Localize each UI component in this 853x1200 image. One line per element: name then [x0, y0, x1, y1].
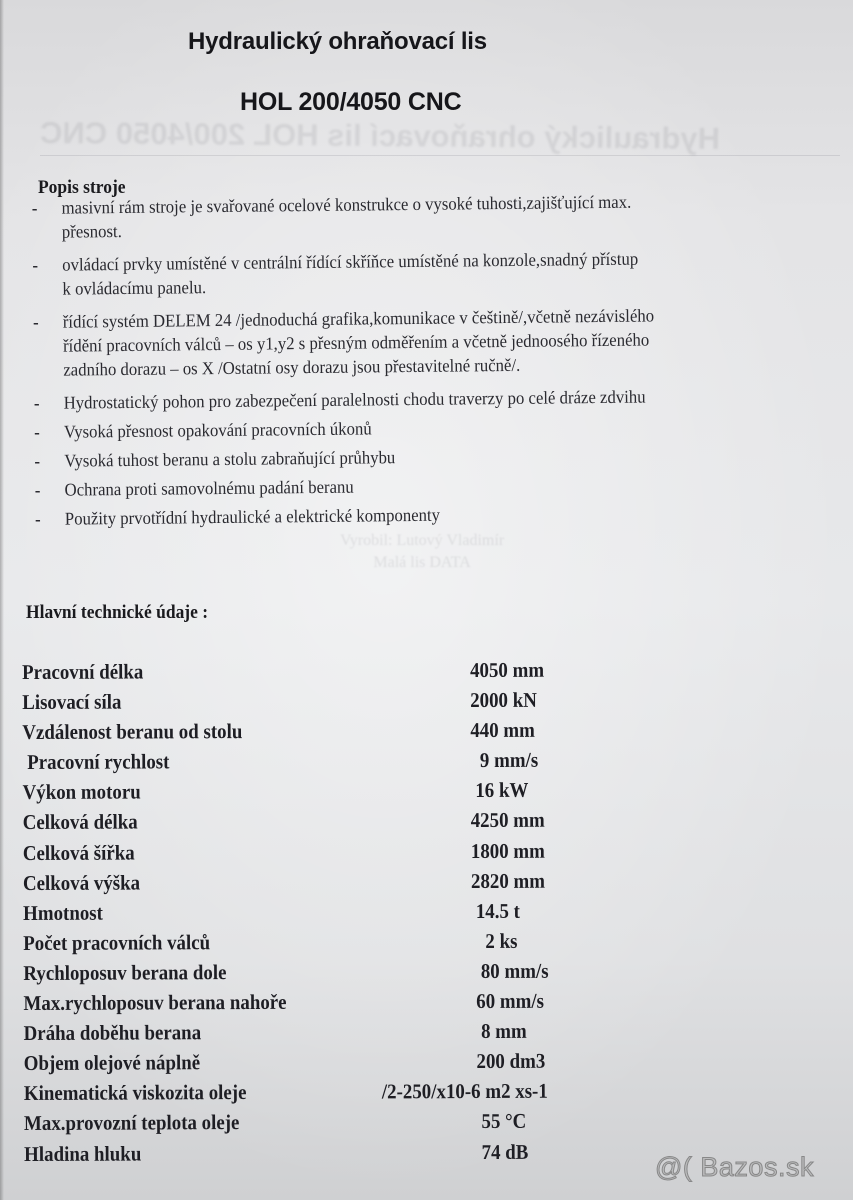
spec-label: Objem olejové náplně — [23, 1050, 201, 1076]
list-item — [30, 383, 774, 415]
list-item-line: masivní rám stroje je svařované ocelové konstrukce o vysoké tuhosti,zajišťující max. — [61, 191, 632, 218]
spec-value: 14.5 t — [471, 898, 520, 923]
bazos-watermark: @( Bazos.sk — [655, 1152, 814, 1182]
bullet-dash: - — [31, 197, 38, 218]
spec-value: 2000 kN — [470, 687, 537, 713]
bullet-dash: - — [32, 311, 39, 332]
bleed-through-rule — [40, 155, 840, 156]
list-item — [29, 245, 773, 301]
bleed-through-title: Hydraulický ohraňovací lis HOL 200/4050 CNC — [39, 115, 721, 156]
spec-value: 55 °C — [471, 1109, 527, 1134]
spec-label: Výkon motoru — [22, 779, 141, 805]
list-item — [28, 188, 772, 244]
list-item-line: Použity prvotřídní hydraulické a elektrické komponenty — [64, 504, 441, 529]
model-title: HOL 200/4050 CNC — [240, 88, 462, 116]
bullet-dash: - — [32, 254, 39, 275]
list-item-line: ovládací prvky umístěné v centrální řídící skříňce umístěné na konzole,snadný přístup — [62, 248, 639, 275]
spec-row — [23, 868, 643, 901]
spec-label: Lisovací síla — [22, 689, 122, 715]
spec-value: 60 mm/s — [471, 988, 544, 1014]
spec-label: Rychloposuv berana dole — [23, 960, 227, 985]
spec-value: 2820 mm — [470, 868, 546, 893]
spec-row — [23, 838, 643, 871]
bullet-dash: - — [34, 450, 41, 471]
spec-row — [24, 1018, 644, 1051]
list-item — [31, 470, 775, 502]
bleed-through-line: Malá lis DATA — [373, 554, 471, 571]
list-item — [31, 441, 775, 473]
spec-row — [22, 748, 642, 781]
bullet-dash: - — [33, 392, 40, 413]
list-item-line: zadního dorazu – os X /Ostatní osy dorazu jsou přestavitelné ručně/. — [63, 354, 521, 380]
spec-row — [23, 778, 643, 811]
spec-label: Pracovní délka — [22, 659, 144, 684]
spec-value: /2-250/x10-6 m2 xs-1 — [381, 1079, 548, 1104]
spec-value: 16 kW — [470, 778, 529, 803]
spec-label: Kinematická viskozita oleje — [23, 1080, 247, 1106]
list-item — [31, 499, 775, 531]
list-item-line: k ovládacímu panelu. — [62, 277, 207, 299]
bleed-through-line: Vyrobil: Lutový Vladimír — [340, 532, 505, 549]
spec-value: 74 dB — [472, 1139, 529, 1164]
description-list — [28, 188, 832, 536]
spec-value: 80 mm/s — [471, 958, 549, 983]
spec-label: Max.provozní teplota oleje — [23, 1110, 240, 1136]
spec-value: 200 dm3 — [471, 1048, 546, 1074]
list-item-line: Vysoká přesnost opakování pracovních úkonů — [63, 418, 372, 442]
spec-label: Max.rychloposuv berana nahoře — [23, 989, 287, 1016]
bullet-dash: - — [34, 421, 40, 442]
list-item-line: přesnost. — [61, 221, 122, 242]
spec-label: Hmotnost — [23, 900, 103, 925]
list-item — [29, 302, 774, 382]
spec-label: Dráha doběhu berana — [23, 1020, 202, 1046]
spec-row — [23, 898, 643, 931]
spec-value: 2 ks — [471, 928, 518, 953]
spec-row — [23, 928, 643, 961]
specifications-table — [22, 657, 644, 1171]
spec-row — [24, 1049, 644, 1082]
spec-label: Celková výška — [22, 870, 141, 895]
spec-value: 440 mm — [470, 717, 535, 743]
spec-row — [23, 808, 643, 841]
list-item-line: Ochrana proti samovolnému padání beranu — [64, 476, 354, 500]
spec-row — [24, 1139, 644, 1172]
spec-row — [24, 1109, 644, 1142]
spec-row — [23, 988, 643, 1021]
spec-row — [22, 717, 642, 750]
spec-row — [22, 657, 642, 690]
spec-label: Vzdálenost beranu od stolu — [22, 719, 243, 745]
spec-label: Hladina hluku — [24, 1140, 142, 1166]
spec-row — [22, 687, 642, 720]
page-edge-shadow — [0, 0, 4, 1200]
spec-row — [24, 1079, 644, 1112]
spec-label: Celková šířka — [22, 840, 135, 865]
list-item — [30, 412, 774, 444]
bleed-through-text — [340, 530, 504, 574]
spec-label: Celková délka — [22, 809, 138, 835]
spec-value: 4250 mm — [470, 808, 545, 833]
bullet-dash: - — [34, 508, 41, 529]
description-heading: Popis stroje — [38, 177, 126, 198]
spec-value: 8 mm — [471, 1018, 527, 1044]
spec-value: 4050 mm — [469, 657, 545, 683]
list-item-line: řídění pracovních válců – os y1,y2 s přesným odměřením a včetně jednoosého řízeného — [62, 329, 650, 356]
bullet-dash: - — [34, 479, 41, 500]
specifications-heading: Hlavní technické údaje : — [26, 602, 209, 623]
spec-label: Pracovní rychlost — [22, 749, 170, 775]
list-item-line: Vysoká tuhost beranu a stolu zabraňující průhybu — [64, 447, 396, 471]
list-item-line: Hydrostatický pohon pro zabezpečení paralelnosti chodu traverzy po celé dráze zdvihu — [63, 386, 646, 413]
spec-value: 9 mm/s — [470, 748, 539, 773]
spec-label: Počet pracovních válců — [23, 930, 211, 955]
spec-value: 1800 mm — [470, 838, 545, 863]
list-item-line: řídící systém DELEM 24 /jednoduchá grafika,komunikace v češtině/,včetně nezávislého — [62, 305, 655, 332]
document-title: Hydraulický ohraňovací lis — [188, 28, 487, 55]
spec-row — [23, 958, 643, 991]
